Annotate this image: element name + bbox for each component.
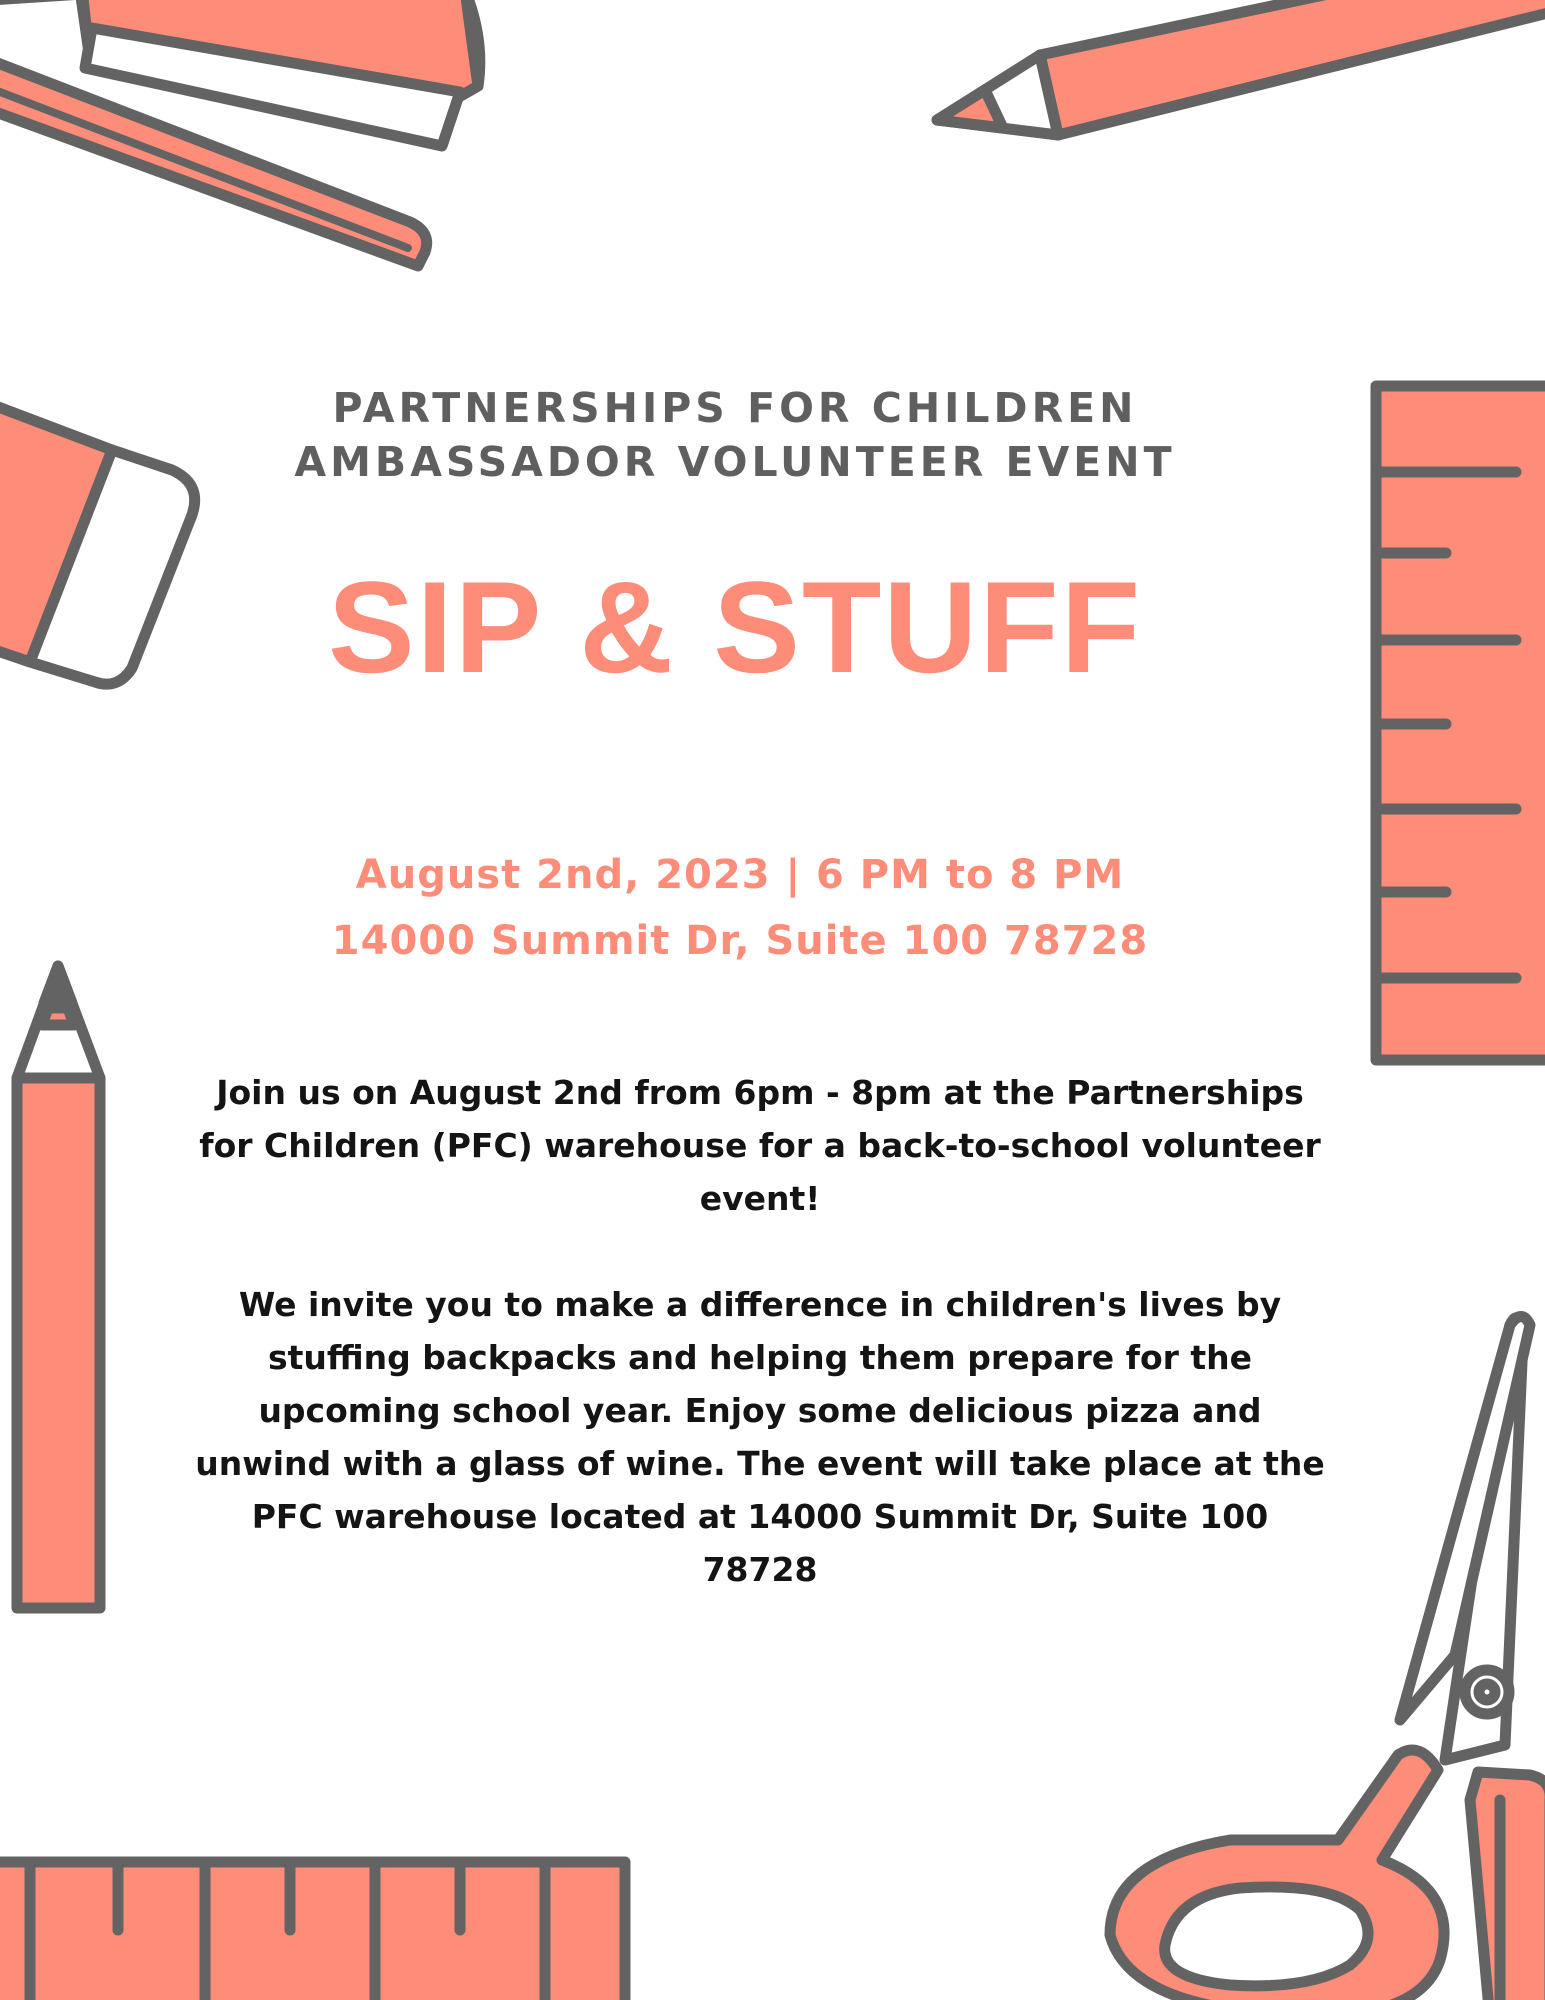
description-paragraph: We invite you to make a difference in children's lives by stuffing backpacks and helping them prepare for the upcoming school year. Enjoy some delicious pizza and unwind with a glass of wine. The event will take place at the PFC warehouse located at 14000 Summit Dr, Suite 100 78728	[195, 1285, 1325, 1589]
event-date-time: August 2nd, 2023 | 6 PM to 8 PM	[355, 852, 1125, 898]
invitation-paragraph: Join us on August 2nd from 6pm - 8pm at the Partnerships for Children (PFC) warehouse for a back-to-school volunteer event!	[199, 1073, 1321, 1218]
stapler-icon	[0, 0, 480, 266]
pencil-icon	[17, 966, 100, 1608]
pencil-icon	[937, 0, 1545, 135]
ruler-icon	[0, 1862, 625, 2000]
event-address: 14000 Summit Dr, Suite 100 78728	[331, 918, 1149, 964]
event-title: SIP & STUFF	[327, 554, 1143, 700]
event-type-heading: AMBASSADOR VOLUNTEER EVENT	[294, 438, 1176, 486]
org-name-heading: PARTNERSHIPS FOR CHILDREN	[332, 384, 1138, 432]
